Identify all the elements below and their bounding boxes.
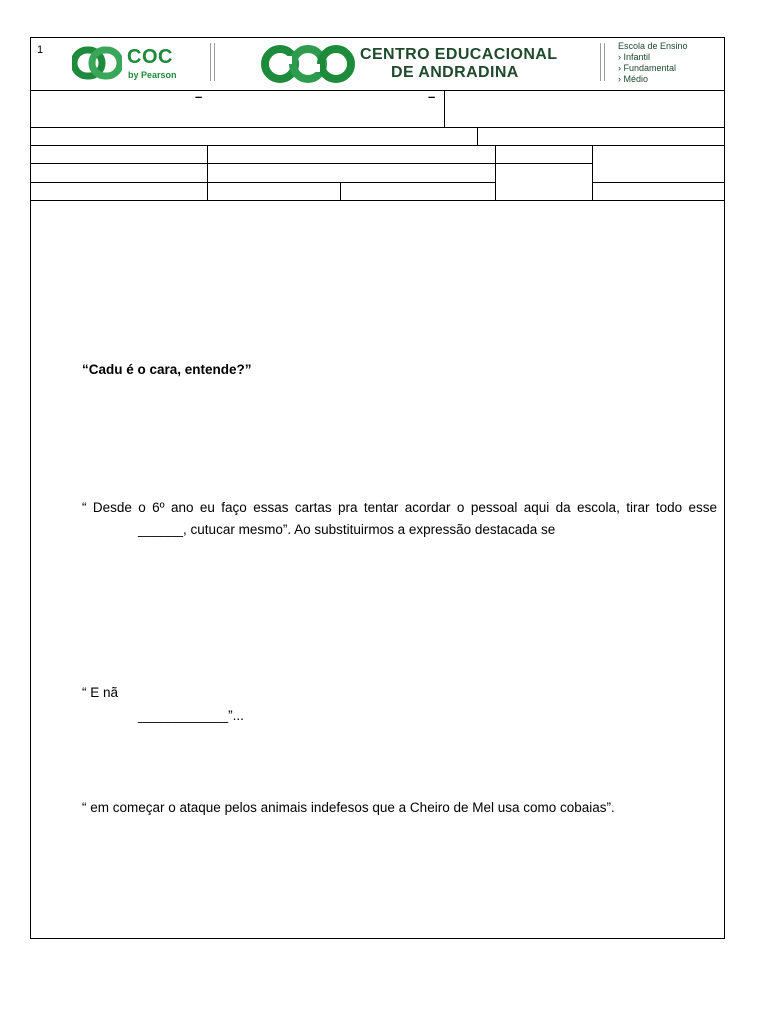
school-level-item: › Fundamental bbox=[618, 63, 677, 73]
form-col-line bbox=[592, 145, 593, 200]
page-number: 1 bbox=[37, 44, 44, 56]
school-level-item: › Infantil bbox=[618, 52, 651, 62]
school-levels-title: Escola de Ensino bbox=[618, 41, 688, 51]
question-heading: “Cadu é o cara, entende?” bbox=[82, 362, 252, 377]
form-row-line bbox=[30, 145, 725, 146]
logo-separator bbox=[214, 43, 215, 81]
form-col-line bbox=[207, 145, 208, 200]
school-levels bbox=[618, 41, 688, 85]
form-row-line bbox=[495, 163, 592, 164]
form-bottom-line bbox=[30, 200, 725, 201]
school-logo-icon bbox=[260, 44, 356, 84]
school-level-item: › Médio bbox=[618, 74, 649, 84]
field-dash: – bbox=[428, 89, 436, 104]
coc-logo-text: COC bbox=[127, 46, 173, 68]
form-row-line bbox=[30, 163, 495, 164]
logo-separator bbox=[600, 43, 601, 81]
logo-separator bbox=[604, 43, 605, 81]
form-row-line bbox=[592, 182, 725, 183]
logo-separator bbox=[210, 43, 211, 81]
school-name-line2: DE ANDRADINA bbox=[391, 64, 519, 81]
form-row-line bbox=[30, 127, 725, 128]
coc-logo bbox=[72, 46, 192, 82]
form-col-line bbox=[495, 145, 496, 200]
form-col-line bbox=[444, 90, 445, 127]
paragraph-line: ____________”... bbox=[138, 708, 244, 723]
form-row-line bbox=[30, 182, 495, 183]
school-logo bbox=[260, 44, 560, 84]
paragraph-line: “ em começar o ataque pelos animais indefesos que a Cheiro de Mel usa como cobaias”. bbox=[82, 800, 615, 815]
paragraph-line: “ E nã bbox=[82, 685, 119, 700]
form-col-line bbox=[477, 127, 478, 145]
coc-logo-icon bbox=[72, 46, 122, 80]
paragraph-line: “ Desde o 6º ano eu faço essas cartas pra tentar acordar o pessoal aqui da escola, tirar todo esse bbox=[82, 500, 717, 515]
form-col-line bbox=[340, 182, 341, 200]
school-name-line1: CENTRO EDUCACIONAL bbox=[360, 46, 558, 63]
coc-logo-subtitle: by Pearson bbox=[128, 70, 177, 80]
paragraph-line: ______, cutucar mesmo”. Ao substituirmos a expressão destacada se bbox=[138, 522, 556, 537]
field-dash: – bbox=[195, 89, 203, 104]
header-divider bbox=[30, 90, 725, 91]
